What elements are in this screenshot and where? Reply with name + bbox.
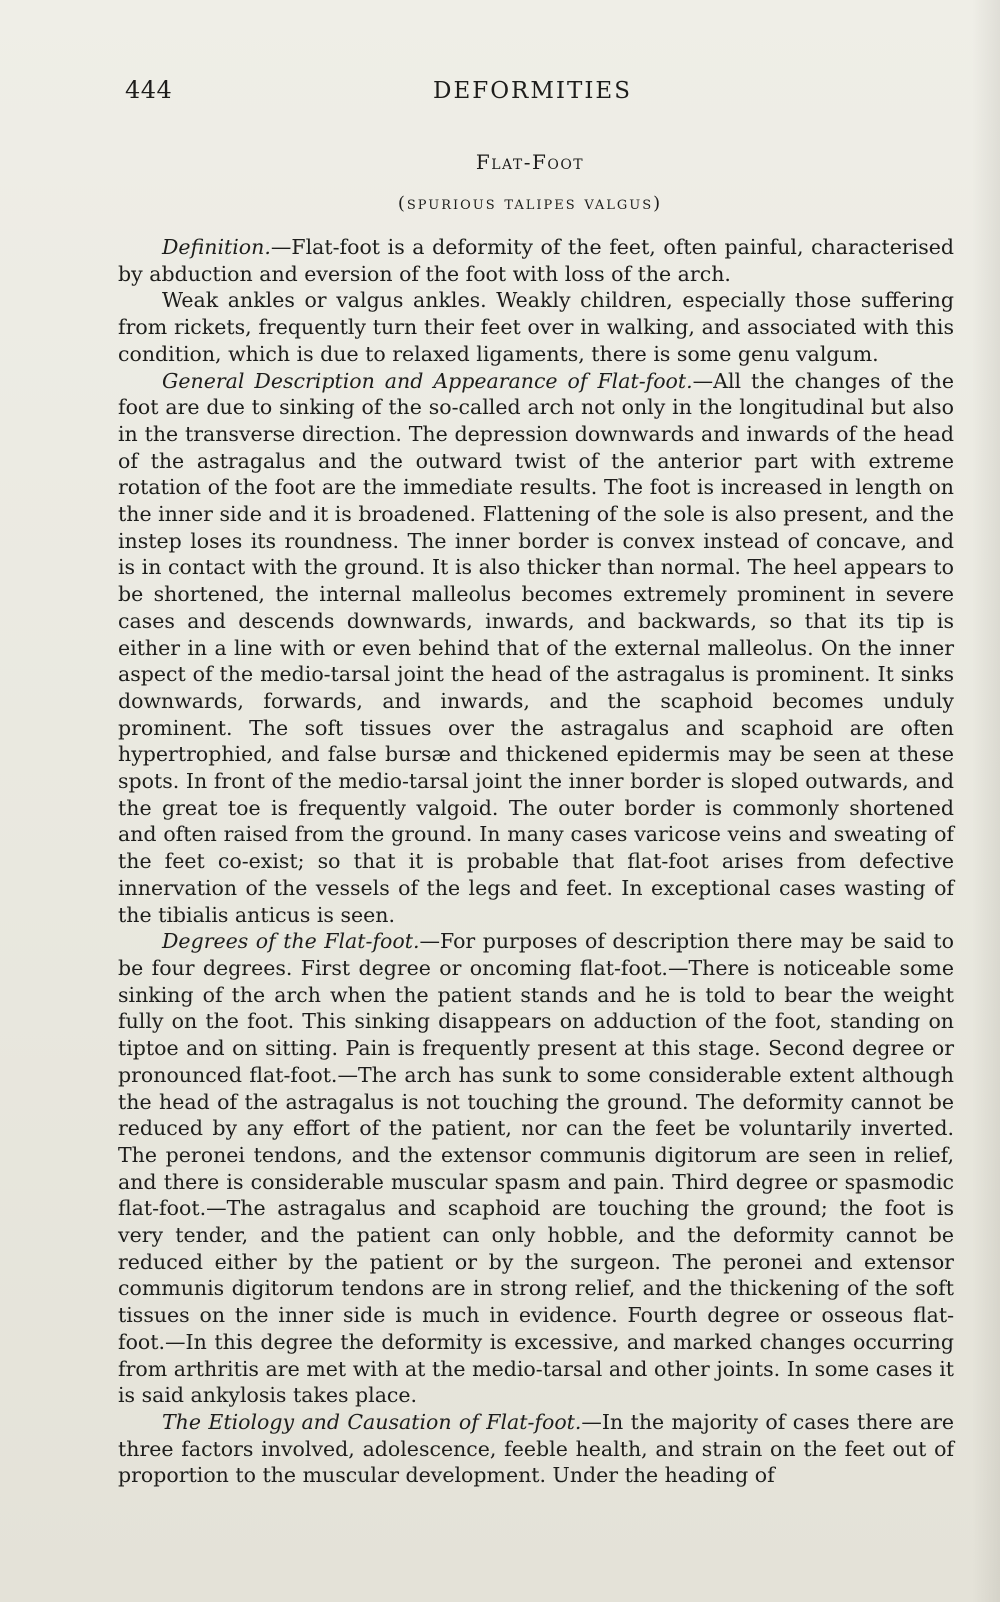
run-in-heading: Definition. bbox=[162, 235, 271, 259]
paragraph-text: —In the majority of cases there are three factors involved, adolescence, feeble health, and strain on the feet out of proportion to the muscular development. Under the heading of bbox=[118, 1409, 955, 1488]
section-title: Flat-Foot bbox=[475, 150, 585, 174]
running-head bbox=[125, 70, 940, 110]
paragraph-etiology bbox=[118, 1409, 954, 1489]
paragraph-general-description bbox=[118, 368, 954, 929]
paragraph-text: —All the changes of the foot are due to sinking of the so-called arch not only in the longitudinal but also in the transverse direction. The depression downwards and inwards of the head of the astragalus and the outward twist of the anterior part with extreme rotation of the foot are the immediate results. The foot is increased in length on the inner side and it is broadened. Flattening of the sole is also present, and the instep loses its roundness. The inner border is convex instead of concave, and is in contact with the ground. It is also thicker than normal. The heel appears to be shortened, the internal malleolus becomes extremely prominent in severe cases and descends downwards, inwards, and backwards, so that its tip is either in a line with or even behind that of the external malleolus. On the inner aspect of the medio-tarsal joint the head of the astragalus is prominent. It sinks downwards, forwards, and inwards, and the scaphoid becomes unduly prominent. The soft tissues over the astragalus and scaphoid are often hypertrophied, and false bursæ and thickened epidermis may be seen at these spots. In front of the medio-tarsal joint the inner border is sloped outwards, and the great toe is frequently valgoid. The outer border is commonly shortened and often raised from the ground. In many cases varicose veins and sweating of the feet co-exist; so that it is probable that flat-foot arises from defective innervation of the vessels of the legs and feet. In exceptional cases wasting of the tibialis anticus is seen. bbox=[118, 368, 954, 927]
page-edge-shadow bbox=[972, 0, 1000, 1602]
paragraph-text: —For purposes of description there may be said to be four degrees. First degree or oncoming flat-foot.—There is noticeable some sinking of the arch when the patient stands and he is told to bear the weight fully on the foot. This sinking disappears on adduction of the foot, standing on tiptoe and on sitting. Pain is frequently present at this stage. Second degree or pronounced flat-foot.—The arch has sunk to some considerable extent although the head of the astragalus is not touching the ground. The deformity cannot be reduced by any effort of the patient, nor can the feet be voluntarily inverted. The peronei tendons, and the extensor communis digitorum are seen in relief, and there is considerable muscular spasm and pain. Third degree or spasmodic flat-foot.—The astragalus and scaphoid are touching the ground; the foot is very tender, and the patient can only hobble, and the deformity cannot be reduced either by the patient or by the surgeon. The peronei and extensor communis digitorum tendons are in strong relief, and the thickening of the soft tissues on the inner side is much in evidence. Fourth degree or osseous flat-foot.—In this degree the deformity is excessive, and marked changes occurring from arthritis are met with at the medio-tarsal and other joints. In some cases it is said ankylosis takes place. bbox=[118, 929, 954, 1408]
run-in-heading: Degrees of the Flat-foot. bbox=[162, 929, 420, 954]
paragraph-definition bbox=[118, 234, 954, 287]
run-in-heading: General Description and Appearance of Flat-foot. bbox=[162, 368, 693, 393]
page-number: 444 bbox=[125, 76, 173, 104]
running-title: DEFORMITIES bbox=[433, 78, 632, 104]
paragraph-degrees bbox=[118, 928, 954, 1409]
section-subtitle: (spurious talipes valgus) bbox=[397, 193, 663, 214]
run-in-heading: The Etiology and Causation of Flat-foot. bbox=[162, 1409, 582, 1434]
paragraph-text: —Flat-foot is a deformity of the feet, often painful, characterised by abduction and eversion of the foot with loss of the arch. bbox=[118, 235, 954, 286]
body-text bbox=[118, 234, 954, 1489]
paragraph-text: Weak ankles or valgus ankles. Weakly children, especially those suffering from rickets, frequently turn their feet over in walking, and associated with this condition, which is due to relaxed ligaments, there is some genu valgum. bbox=[118, 288, 954, 366]
paragraph-weak-ankles bbox=[118, 287, 954, 367]
